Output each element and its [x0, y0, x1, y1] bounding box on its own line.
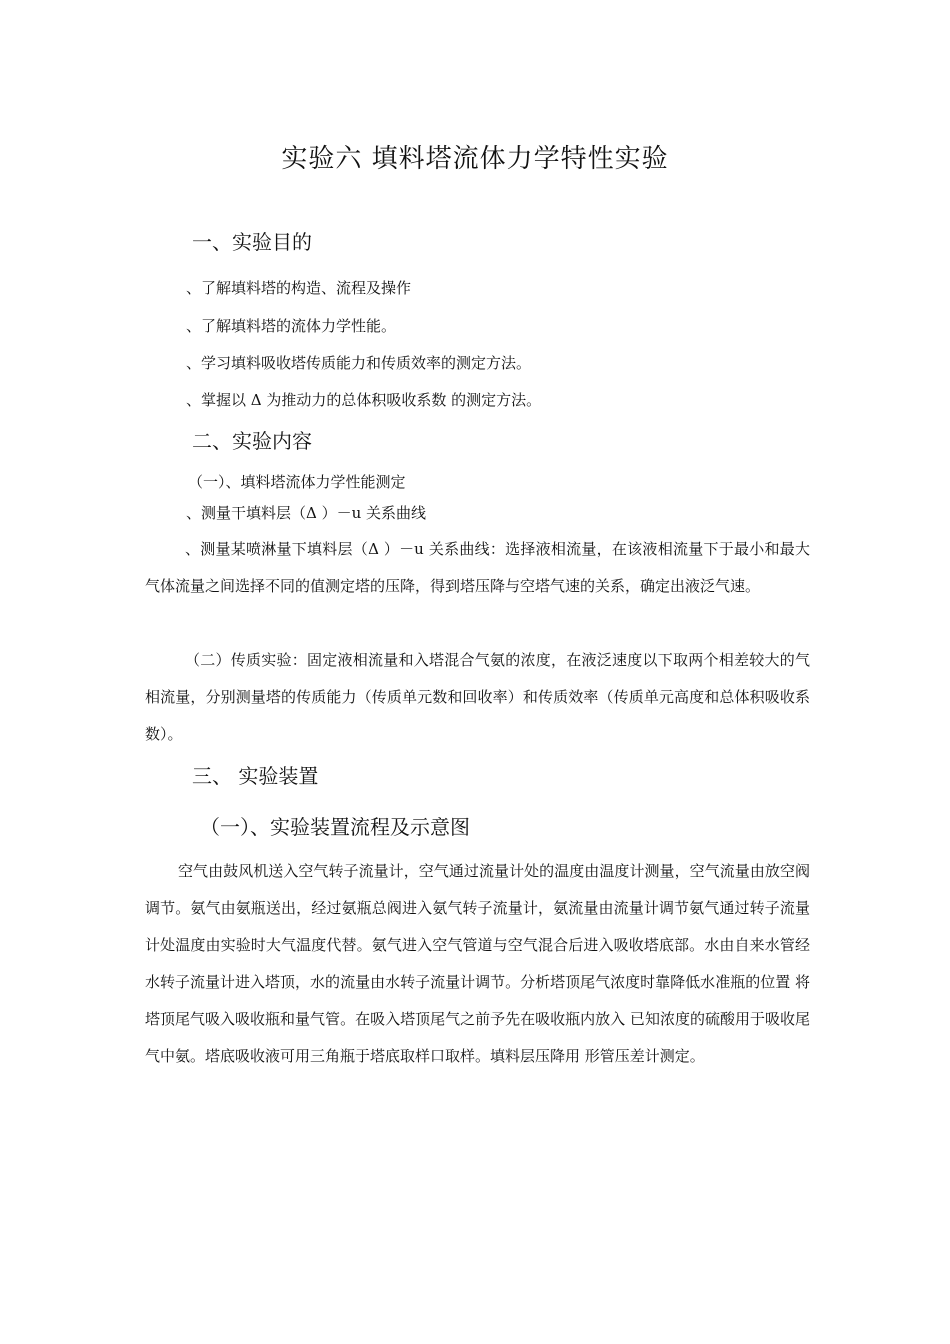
section-heading-content: 二、实验内容 — [192, 429, 312, 453]
content-item-3: （二）传质实验：固定液相流量和入塔混合气氨的浓度，在液泛速度以下取两个相差较大的气相流量，分别测量塔的传质能力（传质单元数和回收率）和传质效率（传质单元高度和总体积吸收系数）。 — [145, 651, 810, 743]
content-item-2: 、测量某喷淋量下填料层（Δ ）－u 关系曲线：选择液相流量，在该液相流量下于最小和最大气体流量之间选择不同的值测定塔的压降，得到塔压降与空塔气速的关系，确定出液泛气速。 — [145, 540, 810, 595]
content-item-1: 、测量干填料层（Δ ）－u 关系曲线 — [186, 504, 427, 522]
page-title: 实验六 填料塔流体力学特性实验 — [281, 144, 669, 174]
objective-item-2: 、了解填料塔的流体力学性能。 — [186, 317, 397, 335]
apparatus-paragraph: 空气由鼓风机送入空气转子流量计，空气通过流量计处的温度由温度计测量，空气流量由放空阀调节。氨气由氨瓶送出，经过氨瓶总阀进入氨气转子流量计，氨流量由流量计调节氨气通过转子流量计处温度由实验时大气温度代替。氨气进入空气管道与空气混合后进入吸收塔底部。水由自来水管经水转子流量计进入塔顶，水的流量由水转子流量计调节。分析塔顶尾气浓度时靠降低水准瓶的位置 将塔顶尾气吸入吸收瓶和量气管。在吸入塔顶尾气之前予先在吸收瓶内放入 已知浓度的硫酸用于吸收尾气中氨。塔底吸收液可用三角瓶于塔底取样口取样。填料层压降用 形管压差计测定。 — [145, 862, 810, 1065]
objective-item-4: 、掌握以 Δ 为推动力的总体积吸收系数 的测定方法。 — [186, 391, 542, 409]
objective-item-1: 、了解填料塔的构造、流程及操作 — [186, 279, 412, 297]
content-subheading-1: （一）、填料塔流体力学性能测定 — [188, 473, 406, 491]
objective-item-3: 、学习填料吸收塔传质能力和传质效率的测定方法。 — [186, 354, 532, 372]
section-heading-objectives: 一、实验目的 — [192, 230, 312, 254]
section-heading-apparatus: 三、 实验装置 — [192, 764, 319, 788]
apparatus-subheading-1: （一）、实验装置流程及示意图 — [200, 815, 470, 839]
